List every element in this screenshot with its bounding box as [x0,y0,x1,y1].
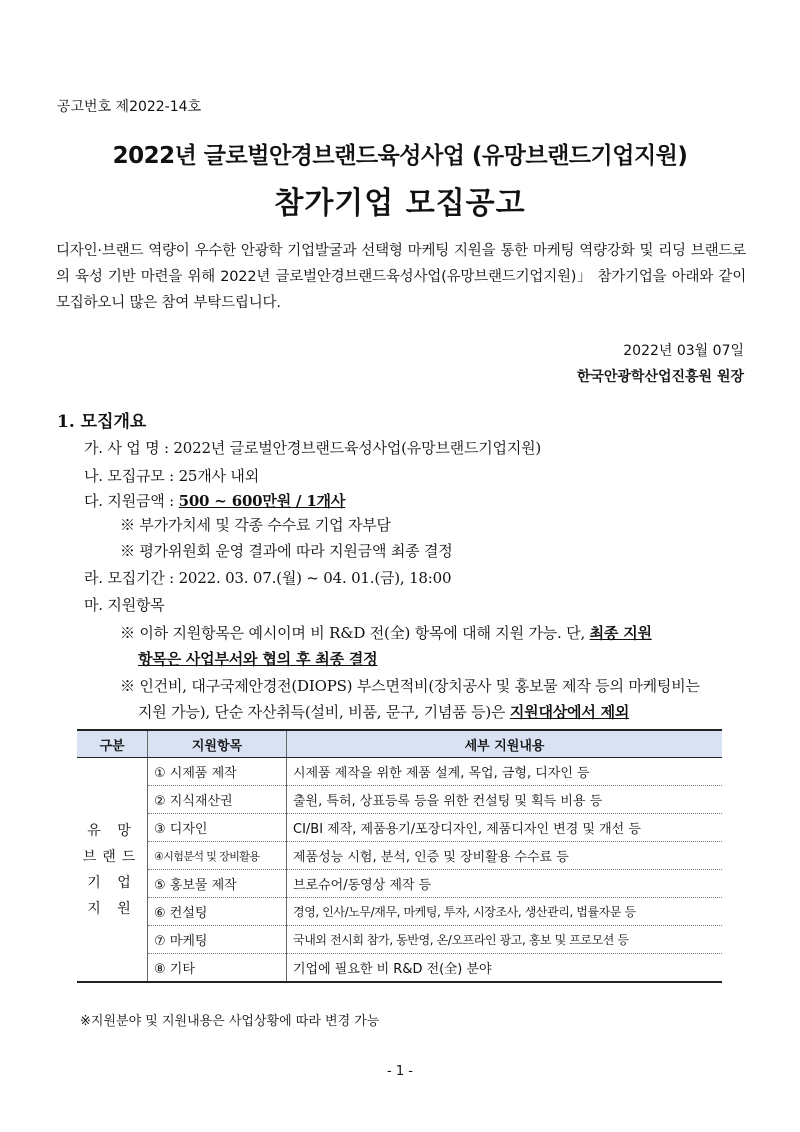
recruit-period-value: 2022. 03. 07.(월) ~ 04. 01.(금), 18:00 [178,569,452,587]
table-row [77,870,722,898]
table-row [77,926,722,954]
notice-number: 공고번호 제2022-14호 [57,99,202,115]
note-support-items-emphasis-2: 항목은 사업부서와 협의 후 최종 결정 [138,650,378,668]
notice-date: 2022년 03월 07일 [623,343,744,359]
item-recruit-size: 나. 모집규모 : 25개사 내외 [84,467,259,485]
support-item: ③ 디자인 [148,814,287,842]
support-item: ⑧ 기타 [148,954,287,983]
note-support-items [120,622,652,643]
item-support-items: 마. 지원항목 [84,596,165,614]
issuing-organization: 한국안광학산업진흥원 원장 [576,369,744,385]
item-support-amount [84,490,345,511]
note-exclusions: ※ 인건비, 대구국제안경전(DIOPS) 부스면적비(장치공사 및 홍보물 제작 등의 마케팅비는 [120,677,700,695]
support-item: ⑥ 컨설팅 [148,898,287,926]
note-support-items-text: ※ 이하 지원항목은 예시이며 비 R&D 전(全) 항목에 대해 지원 가능. 단, [120,624,590,642]
note-exclusions-cont [138,701,629,722]
support-item: ① 시제품 제작 [148,758,287,786]
table-row [77,898,722,926]
header-item: 지원항목 [148,730,287,758]
note-exclusions-text: 지원 가능), 단순 자산취득(설비, 비품, 문구, 기념품 등)은 [138,703,510,721]
support-amount-value: 500 ~ 600만원 / 1개사 [178,492,346,510]
support-detail: 브로슈어/동영상 제작 등 [287,870,723,898]
support-detail: 제품성능 시험, 분석, 인증 및 장비활용 수수료 등 [287,842,723,870]
item-program-name: 가. 사 업 명 : 2022년 글로벌안경브랜드육성사업(유망브랜드기업지원) [84,439,542,457]
support-amount-label: 다. 지원금액 : [84,492,179,510]
note-vat: ※ 부가가치세 및 각종 수수료 기업 자부담 [120,516,391,534]
support-detail: 시제품 제작을 위한 제품 설계, 목업, 금형, 디자인 등 [287,758,723,786]
support-item: ⑤ 홍보물 제작 [148,870,287,898]
note-support-items-cont [138,648,377,669]
category-cell: 유 망 브랜드 기 업 지 원 [82,822,142,917]
table-row [77,786,722,814]
title-line-2: 참가기업 모집공고 [274,186,526,221]
header-detail: 세부 지원내용 [287,730,723,758]
support-detail: CI/BI 제작, 제품용기/포장디자인, 제품디자인 변경 및 개선 등 [287,814,723,842]
support-item: ⑦ 마케팅 [148,926,287,954]
section-heading: 1. 모집개요 [57,412,147,432]
support-detail: 기업에 필요한 비 R&D 전(全) 분야 [287,954,723,983]
table-row [77,814,722,842]
note-exclusions-emphasis: 지원대상에서 제외 [509,703,630,721]
table-footnote: ※지원분야 및 지원내용은 사업상황에 따라 변경 가능 [80,1014,380,1029]
note-evaluation: ※ 평가위원회 운영 결과에 따라 지원금액 최종 결정 [120,542,453,560]
intro-paragraph: 디자인·브랜드 역량이 우수한 안광학 기업발굴과 선택형 마케팅 지원을 통한 마케팅 역량강화 및 리딩 브랜드로의 육성 기반 마련을 위해 2022년 글로벌안경브랜드육성사업(유망브랜드기업지원)」 참가기업을 아래와 같이 모집하오니 많은 참여 부탁드립니다. [56,243,746,311]
table-header-row [77,730,722,758]
recruit-period-label: 라. 모집기간 : [84,569,179,587]
title-line-1: 2022년 글로벌안경브랜드육성사업 (유망브랜드기업지원) [112,143,688,169]
support-detail: 출원, 특허, 상표등록 등을 위한 컨설팅 및 획득 비용 등 [287,786,723,814]
table-row [77,758,722,786]
support-detail: 국내외 전시회 참가, 동반영, 온/오프라인 광고, 홍보 및 프로모션 등 [287,926,723,954]
table-row [77,954,722,983]
page-number: - 1 - [387,1064,413,1079]
support-item: ④시험분석 및 장비활용 [148,842,287,870]
table-row [77,842,722,870]
note-support-items-emphasis: 최종 지원 [589,624,652,642]
item-recruit-period [84,567,451,588]
support-item: ② 지식재산권 [148,786,287,814]
support-items-table [77,729,722,983]
support-detail: 경영, 인사/노무/재무, 마케팅, 투자, 시장조사, 생산관리, 법률자문 등 [287,898,723,926]
header-category: 구분 [77,730,148,758]
